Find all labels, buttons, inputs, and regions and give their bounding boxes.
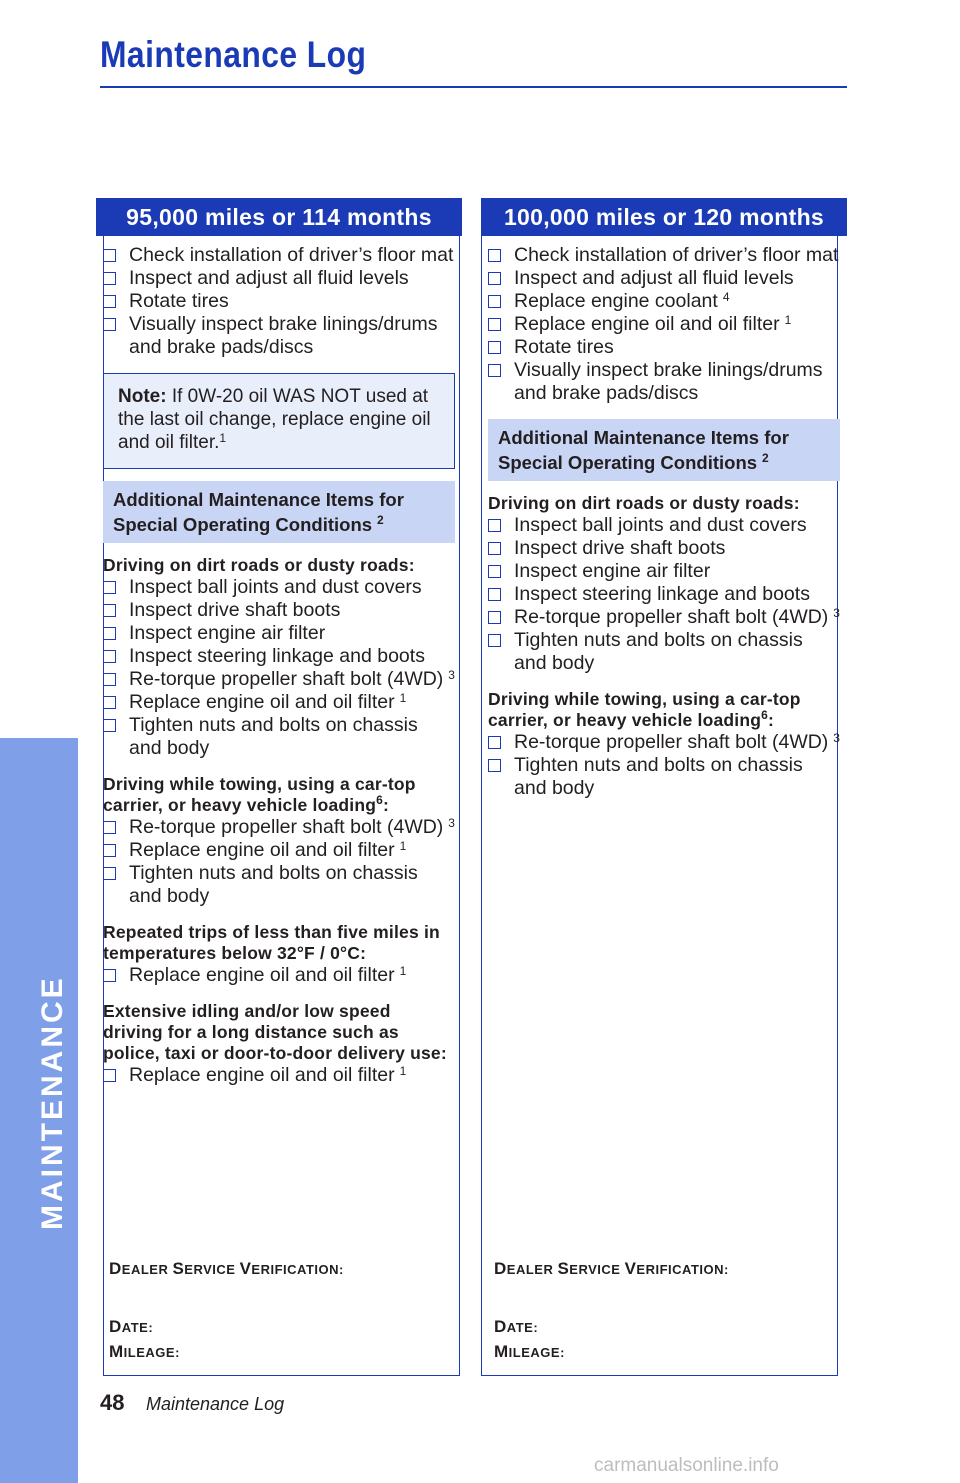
checklist-item bbox=[103, 816, 455, 839]
checklist-item bbox=[103, 964, 455, 987]
checklist-item bbox=[103, 313, 455, 359]
checkbox-icon[interactable] bbox=[103, 272, 116, 285]
checklist-item bbox=[488, 583, 840, 606]
date-label: DATE: bbox=[109, 1317, 154, 1336]
checklist-item bbox=[103, 599, 455, 622]
checkbox-icon[interactable] bbox=[103, 604, 116, 617]
checkbox-icon[interactable] bbox=[488, 736, 501, 749]
checklist-item-text: Visually inspect brake linings/drums and brake pads/discs bbox=[129, 313, 438, 358]
footnote-ref: 1 bbox=[399, 1064, 407, 1078]
section-heading bbox=[103, 774, 455, 816]
page-title: Maintenance Log bbox=[100, 34, 367, 75]
dealer-service-verification-label: DEALER SERVICE VERIFICATION: bbox=[109, 1259, 344, 1278]
footnote-ref: 6 bbox=[761, 708, 768, 722]
checklist-item-text: Replace engine oil and oil filter bbox=[129, 1064, 395, 1086]
checklist-item-text: Replace engine coolant bbox=[514, 290, 718, 312]
section-heading bbox=[488, 493, 840, 514]
checkbox-icon[interactable] bbox=[488, 634, 501, 647]
checkbox-icon[interactable] bbox=[488, 272, 501, 285]
section-heading bbox=[488, 689, 840, 731]
checklist-item-text: Re-torque propeller shaft bolt (4WD) bbox=[129, 816, 444, 838]
footer-label: Maintenance Log bbox=[146, 1394, 285, 1414]
checklist-item-text: Re-torque propeller shaft bolt (4WD) bbox=[514, 606, 829, 628]
checklist-item-text: Replace engine oil and oil filter bbox=[129, 839, 395, 861]
checklist-item bbox=[103, 267, 455, 290]
section-heading-suffix: : bbox=[383, 795, 390, 815]
checklist-item bbox=[103, 862, 455, 908]
footnote-ref: 3 bbox=[833, 606, 840, 620]
checklist-item bbox=[488, 267, 840, 290]
checklist-item-text: Replace engine oil and oil filter bbox=[514, 313, 780, 335]
note-text: If 0W-20 oil WAS NOT used at the last oil change, replace engine oil and oil filter. bbox=[118, 386, 431, 453]
checklist-item-text: Inspect and adjust all fluid levels bbox=[129, 267, 409, 289]
checklist-item bbox=[488, 336, 840, 359]
checkbox-icon[interactable] bbox=[488, 295, 501, 308]
checklist-item-text: Rotate tires bbox=[514, 336, 614, 358]
checkbox-icon[interactable] bbox=[488, 341, 501, 354]
section-heading-suffix: : bbox=[768, 710, 775, 730]
footnote-ref: 3 bbox=[448, 668, 455, 682]
checklist-item-text: Inspect engine air filter bbox=[514, 560, 711, 582]
checklist-item-text: Tighten nuts and bolts on chassis and body bbox=[514, 754, 803, 799]
checkbox-icon[interactable] bbox=[488, 318, 501, 331]
footnote-ref: 2 bbox=[377, 513, 384, 527]
checkbox-icon[interactable] bbox=[488, 249, 501, 262]
section-heading bbox=[103, 1001, 455, 1064]
checkbox-icon[interactable] bbox=[103, 627, 116, 640]
additional-items-title bbox=[103, 481, 455, 543]
watermark: carmanualsonline.info bbox=[594, 1455, 779, 1476]
checklist-item-text: Re-torque propeller shaft bolt (4WD) bbox=[129, 668, 444, 690]
checklist-item bbox=[488, 629, 840, 675]
spacer bbox=[488, 405, 840, 407]
checkbox-icon[interactable] bbox=[103, 1069, 116, 1082]
checklist-item bbox=[488, 754, 840, 800]
right-card-header: 100,000 miles or 120 months bbox=[481, 198, 847, 236]
checkbox-icon[interactable] bbox=[488, 565, 501, 578]
footnote-ref: 1 bbox=[219, 431, 227, 445]
checklist-item-text: Inspect drive shaft boots bbox=[129, 599, 341, 621]
checklist-item bbox=[488, 560, 840, 583]
additional-items-title-text: Additional Maintenance Items for Special Operating Conditions bbox=[113, 489, 404, 535]
section-heading-text: Driving while towing, using a car-top carrier, or heavy vehicle loading bbox=[103, 774, 416, 815]
checklist-item bbox=[488, 244, 840, 267]
checklist-item-text: Inspect steering linkage and boots bbox=[514, 583, 810, 605]
checklist-item bbox=[103, 691, 455, 714]
section-heading bbox=[103, 922, 455, 964]
section-heading-text: Repeated trips of less than five miles in temperatures below 32°F / 0°C: bbox=[103, 922, 440, 963]
checkbox-icon[interactable] bbox=[488, 364, 501, 377]
checkbox-icon[interactable] bbox=[103, 696, 116, 709]
checklist-item bbox=[488, 731, 840, 754]
checklist-item bbox=[103, 714, 455, 760]
checkbox-icon[interactable] bbox=[488, 588, 501, 601]
footnote-ref: 3 bbox=[448, 816, 455, 830]
checkbox-icon[interactable] bbox=[103, 249, 116, 262]
checklist-item-text: Replace engine oil and oil filter bbox=[129, 691, 395, 713]
checklist-item bbox=[103, 1064, 455, 1087]
section-heading-text: Driving while towing, using a car-top carrier, or heavy vehicle loading bbox=[488, 689, 801, 730]
checklist-item bbox=[103, 576, 455, 599]
section-heading-text: Extensive idling and/or low speed driving for a long distance such as police, taxi or door-to-door delivery use: bbox=[103, 1001, 447, 1063]
additional-items-title bbox=[488, 419, 840, 481]
left-card-content bbox=[103, 244, 455, 1087]
checklist-item bbox=[488, 313, 840, 336]
checkbox-icon[interactable] bbox=[103, 673, 116, 686]
checklist-item-text: Inspect ball joints and dust covers bbox=[514, 514, 807, 536]
title-rule bbox=[100, 86, 847, 88]
checklist-item-text: Rotate tires bbox=[129, 290, 229, 312]
checkbox-icon[interactable] bbox=[488, 542, 501, 555]
footnote-ref: 6 bbox=[376, 793, 383, 807]
checklist-item bbox=[103, 622, 455, 645]
section-heading-text: Driving on dirt roads or dusty roads: bbox=[488, 493, 800, 513]
checkbox-icon[interactable] bbox=[103, 821, 116, 834]
left-card-header: 95,000 miles or 114 months bbox=[96, 198, 462, 236]
checkbox-icon[interactable] bbox=[103, 318, 116, 331]
right-card-content bbox=[488, 244, 840, 800]
section-heading-text: Driving on dirt roads or dusty roads: bbox=[103, 555, 415, 575]
footnote-ref: 1 bbox=[784, 313, 792, 327]
section-heading bbox=[103, 555, 455, 576]
checklist-item bbox=[103, 668, 455, 691]
checkbox-icon[interactable] bbox=[103, 719, 116, 732]
note-label: Note: bbox=[118, 386, 167, 407]
checklist-item bbox=[488, 359, 840, 405]
checkbox-icon[interactable] bbox=[103, 844, 116, 857]
checklist-item-text: Replace engine oil and oil filter bbox=[129, 964, 395, 986]
footnote-ref: 4 bbox=[722, 290, 730, 304]
checklist-item-text: Inspect steering linkage and boots bbox=[129, 645, 425, 667]
checklist-item bbox=[488, 514, 840, 537]
checklist-item bbox=[488, 290, 840, 313]
checklist-item-text: Tighten nuts and bolts on chassis and body bbox=[514, 629, 803, 674]
checklist-item-text: Inspect ball joints and dust covers bbox=[129, 576, 422, 598]
checklist-item-text: Re-torque propeller shaft bolt (4WD) bbox=[514, 731, 829, 753]
checkbox-icon[interactable] bbox=[488, 519, 501, 532]
checklist-item-text: Visually inspect brake linings/drums and brake pads/discs bbox=[514, 359, 823, 404]
checklist-item-text: Inspect engine air filter bbox=[129, 622, 326, 644]
footnote-ref: 2 bbox=[762, 451, 769, 465]
checkbox-icon[interactable] bbox=[103, 295, 116, 308]
dealer-service-verification-label: DEALER SERVICE VERIFICATION: bbox=[494, 1259, 729, 1278]
checklist-item bbox=[103, 290, 455, 313]
checklist-item-text: Inspect and adjust all fluid levels bbox=[514, 267, 794, 289]
checklist-item-text: Inspect drive shaft boots bbox=[514, 537, 726, 559]
checklist-item-text: Check installation of driver’s floor mat bbox=[514, 244, 839, 266]
mileage-label: MILEAGE: bbox=[494, 1342, 565, 1361]
checklist-item bbox=[488, 537, 840, 560]
footnote-ref: 3 bbox=[833, 731, 840, 745]
page-number: 48 bbox=[100, 1390, 125, 1415]
note-box bbox=[103, 373, 455, 469]
footnote-ref: 1 bbox=[399, 964, 407, 978]
checkbox-icon[interactable] bbox=[103, 867, 116, 880]
checklist-item-text: Tighten nuts and bolts on chassis and body bbox=[129, 714, 418, 759]
checkbox-icon[interactable] bbox=[488, 759, 501, 772]
footnote-ref: 1 bbox=[399, 691, 407, 705]
checkbox-icon[interactable] bbox=[103, 969, 116, 982]
date-label: DATE: bbox=[494, 1317, 539, 1336]
checkbox-icon[interactable] bbox=[488, 611, 501, 624]
mileage-label: MILEAGE: bbox=[109, 1342, 180, 1361]
additional-items-title-text: Additional Maintenance Items for Special Operating Conditions bbox=[498, 427, 789, 473]
checklist-item-text: Check installation of driver’s floor mat bbox=[129, 244, 454, 266]
checklist-item bbox=[103, 244, 455, 267]
checkbox-icon[interactable] bbox=[103, 581, 116, 594]
checklist-item bbox=[103, 645, 455, 668]
footnote-ref: 1 bbox=[399, 839, 407, 853]
checklist-item bbox=[488, 606, 840, 629]
checkbox-icon[interactable] bbox=[103, 650, 116, 663]
checklist-item bbox=[103, 839, 455, 862]
checklist-item-text: Tighten nuts and bolts on chassis and body bbox=[129, 862, 418, 907]
